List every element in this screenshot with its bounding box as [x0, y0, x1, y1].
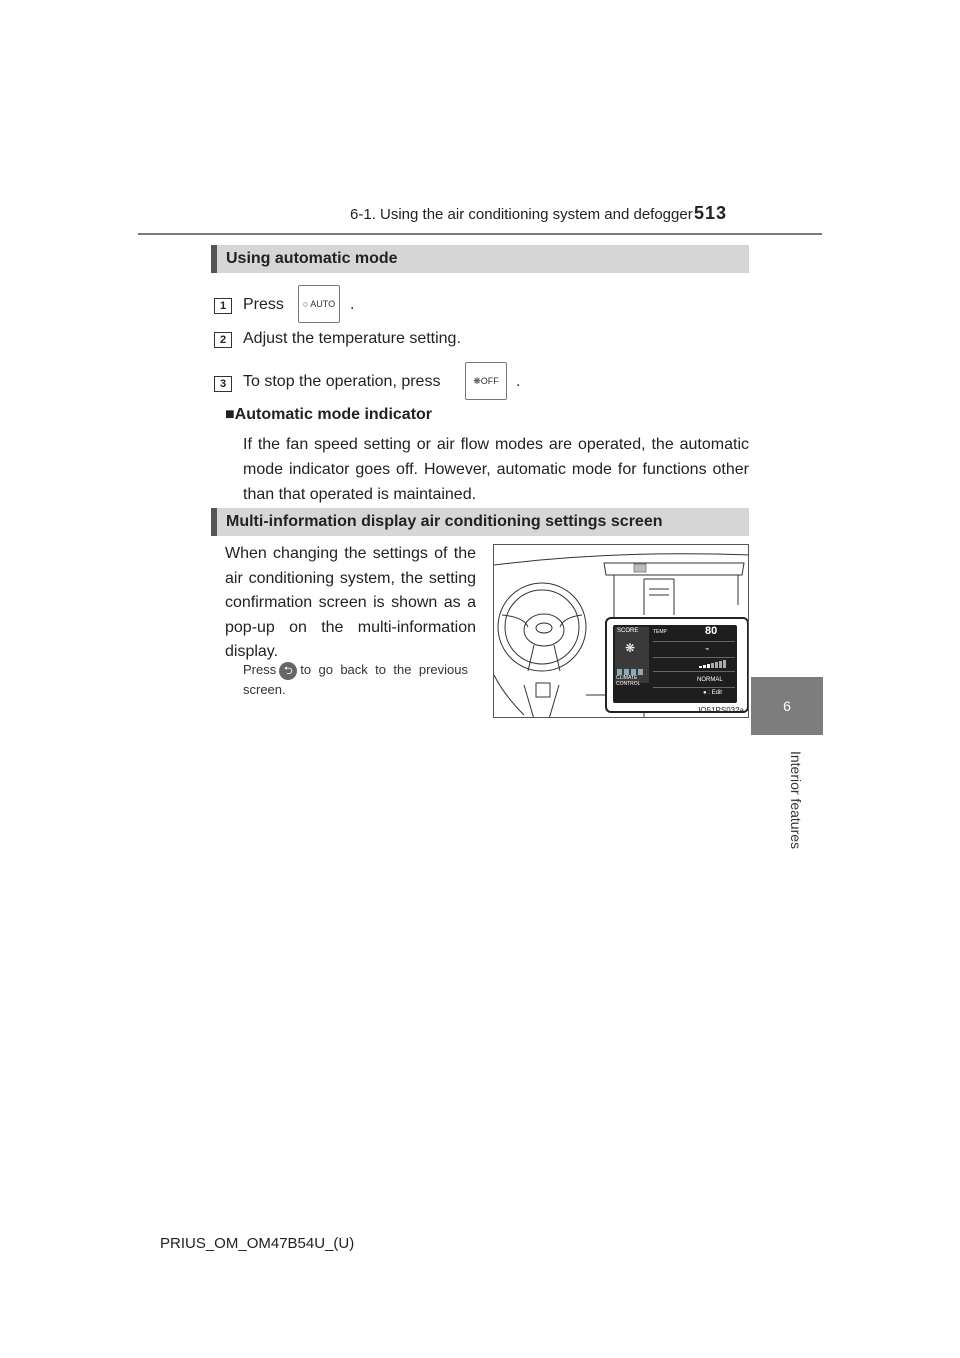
header-rule	[138, 233, 822, 235]
chapter-number: 6	[783, 698, 791, 714]
off-button-icon: ❋OFF	[465, 362, 507, 400]
climate-mode-value: NORMAL	[697, 677, 723, 683]
airflow-icon: ⌁	[705, 646, 710, 653]
back-note: Press ⮌ to go back to the previous screen.	[243, 662, 468, 697]
step-1-period: .	[350, 296, 355, 313]
divider	[653, 657, 735, 658]
step-2-text: Adjust the temperature setting.	[243, 330, 461, 347]
fan-icon: ❋	[625, 641, 636, 655]
step-3-period: .	[516, 373, 521, 390]
document-code: PRIUS_OM_OM47B54U_(U)	[160, 1235, 355, 1252]
climate-control-label: CLIMATE CONTROL	[616, 675, 641, 687]
section-heading-multi-info-display: Multi-information display air conditioning settings screen	[211, 508, 749, 536]
figure-code: IO51PS032a	[698, 706, 744, 715]
divider	[653, 671, 735, 672]
page-number: 513	[694, 203, 728, 223]
section-heading-automatic-mode: Using automatic mode	[211, 245, 749, 273]
dashboard-illustration	[493, 544, 749, 718]
edit-label: ● : Edit	[703, 690, 722, 696]
score-label: SCORE	[617, 628, 639, 634]
temp-label: TEMP	[653, 629, 667, 635]
divider	[653, 641, 735, 642]
step-number-2: 2	[214, 332, 232, 348]
temp-value: 80	[705, 625, 718, 637]
auto-button-icon: ○ AUTO	[298, 285, 340, 323]
step-3-text: To stop the operation, press	[243, 373, 441, 390]
display-callout	[605, 617, 749, 713]
chapter-title: Interior features	[788, 750, 804, 850]
subheading-automatic-mode-indicator: ■Automatic mode indicator	[225, 406, 433, 423]
automatic-mode-paragraph: If the fan speed setting or air flow modes are operated, the automatic mode indicator goes off. However, automatic mode for functions other than that operated is maintained.	[243, 436, 749, 503]
back-button-icon: ⮌	[279, 662, 297, 680]
step-number-3: 3	[214, 376, 232, 392]
step-1-text: Press	[243, 296, 284, 313]
step-number-1: 1	[214, 298, 232, 314]
header-section-title: 6-1. Using the air conditioning system and defogger	[350, 206, 693, 223]
fan-speed-bars	[699, 660, 729, 668]
divider	[653, 687, 735, 688]
settings-screen-paragraph: When changing the settings of the air conditioning system, the setting confirmation screen is shown as a pop-up on the multi-information display.	[225, 545, 476, 660]
chapter-tab[interactable]	[751, 677, 823, 735]
climate-settings-screen	[613, 625, 737, 703]
